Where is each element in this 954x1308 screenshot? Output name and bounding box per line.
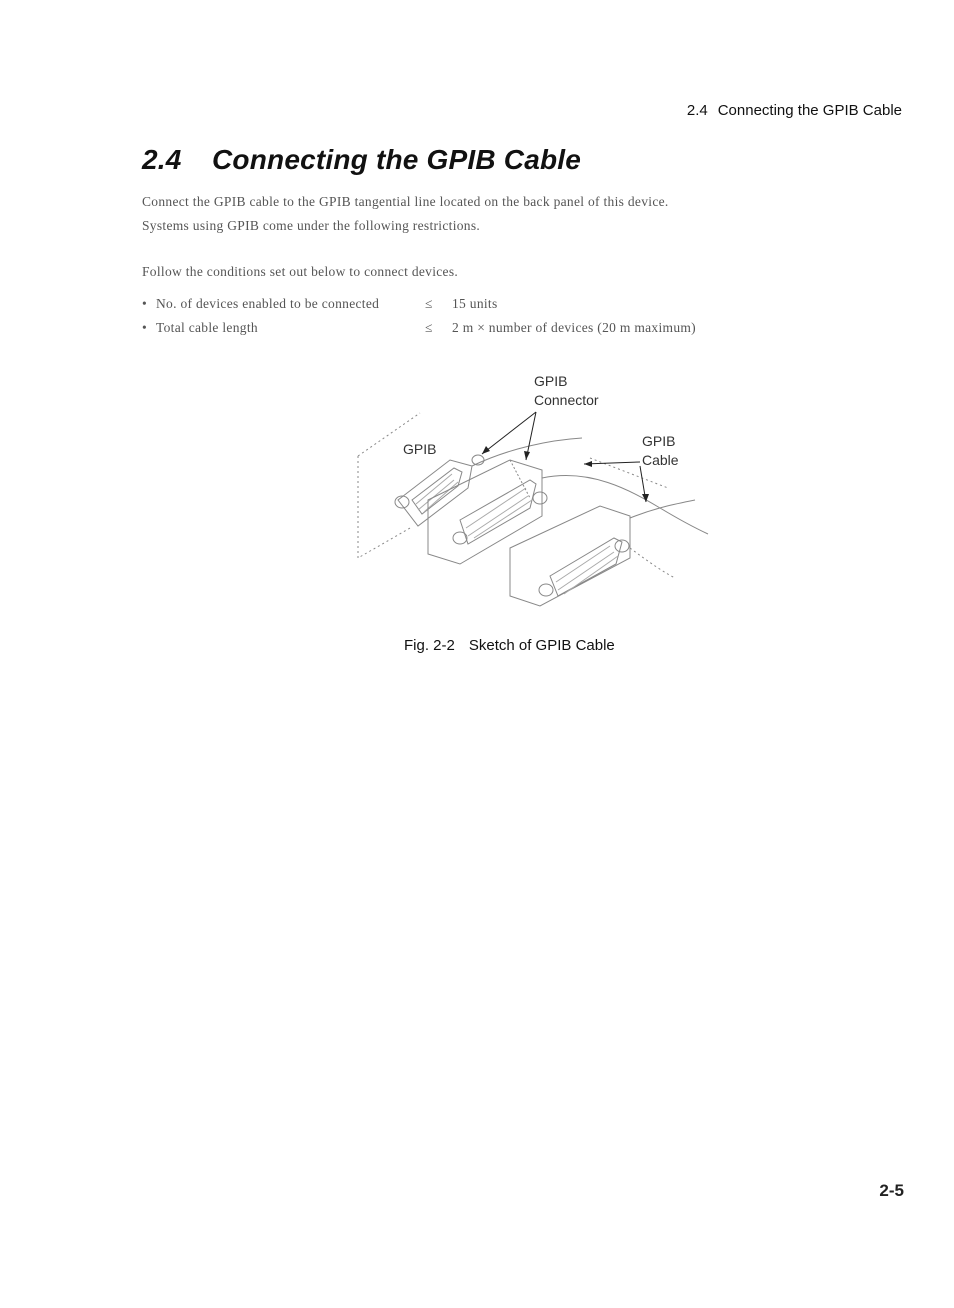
gpib-label: GPIB bbox=[403, 441, 437, 457]
figure-caption-number: Fig. 2-2 bbox=[404, 637, 455, 654]
page-number: 2-5 bbox=[879, 1181, 904, 1200]
condition-item bbox=[142, 296, 762, 314]
cable-label bbox=[642, 432, 679, 470]
figure-caption bbox=[404, 637, 615, 654]
figure-caption-text: Sketch of GPIB Cable bbox=[468, 637, 615, 654]
condition-value: 15 units bbox=[452, 296, 498, 311]
gpib-cable-sketch bbox=[350, 368, 710, 628]
section-heading bbox=[142, 144, 581, 176]
condition-operator: ≤ bbox=[425, 320, 433, 335]
section-heading-number: 2.4 bbox=[142, 144, 182, 175]
condition-value: 2 m × number of devices (20 m maximum) bbox=[452, 320, 696, 335]
intro-line-1: Connect the GPIB cable to the GPIB tangential line located on the back panel of this device. bbox=[142, 194, 669, 209]
section-heading-text: Connecting the GPIB Cable bbox=[212, 144, 582, 175]
bullet: • bbox=[142, 320, 148, 335]
cable-label-line-1: GPIB bbox=[642, 433, 676, 449]
conditions-lead: Follow the conditions set out below to connect devices. bbox=[142, 264, 459, 279]
connector-label-line-2: Connector bbox=[534, 392, 599, 408]
condition-item bbox=[142, 320, 762, 338]
header-section-title: Connecting the GPIB Cable bbox=[717, 102, 902, 119]
running-header bbox=[687, 102, 902, 119]
intro-line-2: Systems using GPIB come under the following restrictions. bbox=[142, 218, 481, 233]
connector-label bbox=[534, 372, 599, 410]
gpib-sketch-drawing bbox=[350, 368, 710, 628]
connector-label-line-1: GPIB bbox=[534, 373, 568, 389]
header-section-number: 2.4 bbox=[686, 102, 708, 119]
cable-label-line-2: Cable bbox=[642, 452, 679, 468]
bullet: • bbox=[142, 296, 148, 311]
condition-label: No. of devices enabled to be connected bbox=[156, 296, 380, 311]
condition-label: Total cable length bbox=[156, 320, 258, 335]
condition-operator: ≤ bbox=[425, 296, 433, 311]
